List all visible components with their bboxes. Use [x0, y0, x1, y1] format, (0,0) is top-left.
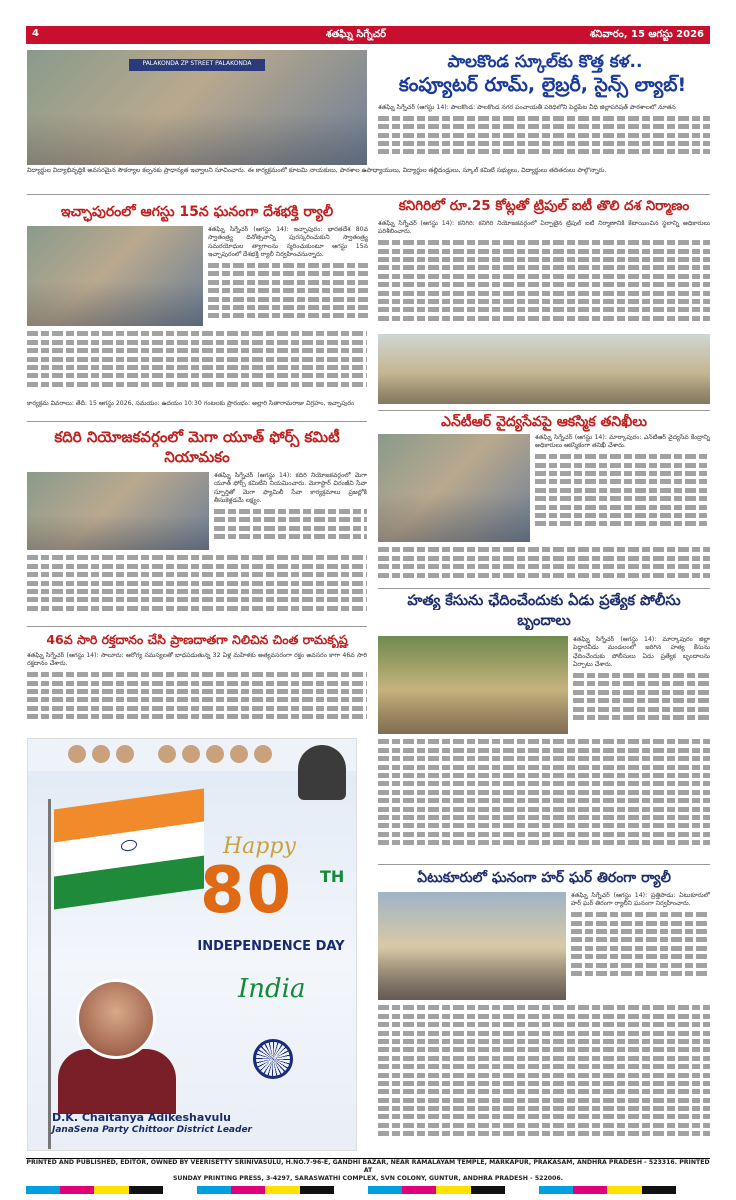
story8-title: ఏటుకూరులో ఘనంగా హర్ ఘర్ తిరంగా ర్యాలీ — [417, 870, 671, 886]
story7-title-line2: బృందాలు — [517, 613, 571, 629]
story7-body: శతఘ్ని సిగ్నేచర్ (ఆగస్టు 14): మార్కాపురం జిల్లా పెద్దారవీడు మండలంలో జరిగిన హత్య కేసును ఛేదించేందుకు పోలీసులు ఏడు ప్రత్యేక బృందాలను ఏర్పాటు చేశారు. — [573, 636, 710, 669]
story7-photo — [378, 636, 568, 734]
leader-photo — [158, 745, 176, 763]
ad-anniversary-suffix: TH — [320, 867, 345, 886]
party-leader-photo — [298, 745, 346, 800]
masthead: శతఘ్ని సిగ్నేచర్ — [326, 29, 387, 40]
page-number: 4 — [32, 28, 39, 39]
leader-photo — [206, 745, 224, 763]
story4-title-line2: నియామకం — [164, 448, 230, 466]
school-sign: PALAKONDA ZP STREET PALAKONDA — [129, 59, 265, 71]
story1-body — [378, 104, 710, 164]
story1-title-line2: కంప్యూటర్ రూమ్, లైబ్రరీ, సైన్స్ ల్యాబ్! — [398, 74, 687, 96]
story6-title: 46వ సారి రక్తదానం చేసి ప్రాణదాతగా నిలిచిన చింత రామకృష్ణ — [46, 632, 348, 647]
story2-footer: కార్యక్రమ వివరాలు: తేదీ: 15 ఆగస్టు 2026, సమయం: ఉదయం 10:30 గంటలకు ప్రారంభం: అల్లారి సీతారామరాజు విగ్రహం, ఇచ్ఛాపురం — [27, 400, 355, 407]
story1-photo — [27, 50, 367, 165]
story3-lead: శతఘ్ని సిగ్నేచర్ (ఆగస్టు 14): కనిగిరి: కనిగిరి నియోజకవర్గంలో ఏర్పాటైన ట్రిపుల్ ఐటీ నిర్మాణానికి కేటాయించిన స్థలాన్ని అధికారులు పరిశీలించారు. — [378, 220, 710, 236]
story1-lead: శతఘ్ని సిగ్నేచర్ (ఆగస్టు 14): పాలకొండ: పాలకొండ నగర పంచాయతీ పరిధిలోని పెద్దపేట వీధి జిల్లాపరిషత్ పాఠశాలలో నూతన — [378, 104, 676, 111]
story7-body-continued — [378, 736, 710, 858]
divider — [27, 421, 367, 422]
story2-body-continued — [27, 328, 367, 398]
ad-leader-name: D.K. Chaitanya Adikeshavulu — [52, 1111, 231, 1124]
leader-photo — [92, 745, 110, 763]
leader-photo — [116, 745, 134, 763]
story3-photo — [378, 334, 710, 404]
story7-title: హత్య కేసును ఛేదించేందుకు ఏడు ప్రత్యేక పోలీసు — [407, 593, 681, 609]
story5-body-continued — [378, 544, 710, 586]
story8-body: శతఘ్ని సిగ్నేచర్ (ఆగస్టు 14): ప్రత్తిపాడు: ఏటుకూరులో హర్ ఘర్ తిరంగా ర్యాలీని ఘనంగా నిర్వహించారు. — [571, 892, 710, 908]
imprint-line2: SUNDAY PRINTING PRESS, 3-4297, SARASWATHI COMPLEX, SVN COLONY, GUNTUR, ANDHRA PRADESH - 522006. — [172, 1175, 564, 1182]
story2-photo — [27, 226, 203, 326]
page-header-bar — [26, 26, 710, 44]
leader-photo — [68, 745, 86, 763]
story4-body-right — [214, 472, 367, 550]
story6-body: శతఘ్ని సిగ్నేచర్ (ఆగస్టు 14): సాలూరు: ఆరోగ్య సమస్యలతో బాధపడుతున్న 32 ఏళ్ల మహిళకు అత్యవసరంగా రక్తం అవసరం కాగా 46వ సారి రక్తదానం చేశారు. — [27, 652, 367, 668]
ad-headline: INDEPENDENCE DAY — [197, 939, 345, 954]
story2-title: ఇచ్ఛాపురంలో ఆగస్టు 15న ఘనంగా దేశభక్తి ర్యాలీ — [60, 204, 334, 220]
story5-body: శతఘ్ని సిగ్నేచర్ (ఆగస్టు 14): మార్కాపురం: ఎన్‌టీఆర్ వైద్యసేవ కేంద్రాన్ని అధికారులు ఆకస్మికంగా తనిఖీ చేశారు. — [535, 434, 710, 450]
ad-leader-role: JanaSena Party Chittoor District Leader — [52, 1125, 252, 1135]
story5-title: ఎన్‌టీఆర్ వైద్యసేవపై ఆకస్మిక తనిఖీలు — [441, 414, 647, 430]
leader-photo — [182, 745, 200, 763]
ad-country: India — [238, 974, 306, 1004]
story8-body-right — [571, 892, 710, 1000]
independence-day-ad — [27, 738, 357, 1151]
story3-body — [378, 220, 710, 328]
story2-body: శతఘ్ని సిగ్నేచర్ (ఆగస్టు 14): ఇచ్ఛాపురం: భారతదేశ 80వ స్వాతంత్ర్య దినోత్సవాన్ని పురస్కరించుకుని స్వాతంత్ర్య సమరయోధుల త్యాగాలను స్మరించుకుంటూ ఆగస్టు 15న ఇచ్ఛాపురంలో దేశభక్తి ర్యాలీ నిర్వహించనున్నారు. — [208, 226, 368, 259]
story6-body-block — [27, 652, 367, 728]
divider — [378, 410, 710, 411]
story5-body-right — [535, 434, 710, 542]
indian-flag-icon — [54, 788, 204, 909]
ad-anniversary-number: 80 — [200, 854, 294, 928]
color-registration-strip — [26, 1186, 710, 1194]
divider — [27, 194, 710, 195]
issue-date: శనివారం, 15 ఆగస్టు 2026 — [589, 29, 704, 40]
story4-body-continued — [27, 552, 367, 622]
ad-happy: Happy — [223, 834, 296, 859]
story4-body: శతఘ్ని సిగ్నేచర్ (ఆగస్టు 14): కదిరి నియోజకవర్గంలో మెగా యూత్ ఫోర్స్ కమిటీని నియమించారు. మెగాస్టార్ చిరంజీవి సేవా స్ఫూర్తితో మెగా ఫ్యామిలీ సేవా కార్యక్రమాలు ప్రజల్లోకి తీసుకెళ్లడమే లక్ష్యం. — [214, 472, 367, 505]
leader-portrait — [76, 979, 156, 1059]
story8-body-continued — [378, 1002, 710, 1152]
story7-body-right — [573, 636, 710, 734]
story2-body-right — [208, 226, 368, 326]
story4-title: కదిరి నియోజకవర్గంలో మెగా యూత్ ఫోర్స్ కమిటీ — [54, 428, 340, 446]
imprint-line1: PRINTED AND PUBLISHED, EDITOR, OWNED BY VEERISETTY SRINIVASULU, H.NO.7-96-E, GANDHI BAZAR, NEAR RAMALAYAM TEMPLE, MARKAPUR, PRAKASAM, ANDHRA PRADESH - 523316. PRINTED AT — [26, 1159, 710, 1174]
story1-title-line1: పాలకొండ స్కూల్‌కు కొత్త కళ.. — [447, 52, 643, 72]
divider — [378, 588, 710, 589]
story3-title: కనిగిరిలో రూ.25 కోట్లతో ట్రిపుల్ ఐటీ తొలి దశ నిర్మాణం — [398, 198, 690, 214]
story5-photo — [378, 434, 530, 542]
story1-caption: విద్యార్థుల విద్యాభివృద్ధికి అవసరమైన సౌకర్యాల కల్పనకు ప్రాధాన్యత ఇవ్వాలని సూచించారు. ఈ కార్యక్రమంలో కూటమి నాయకులు, పాఠశాల ఉపాధ్యాయులు, విద్యార్థుల తల్లిదండ్రులు, స్కూల్ కమిటీ సభ్యులు, విద్యార్థులు తదితరులు పాల్గొన్నారు. — [27, 167, 607, 174]
leader-photo — [254, 745, 272, 763]
ashoka-chakra-icon — [253, 1039, 293, 1079]
leader-photo — [230, 745, 248, 763]
divider — [27, 626, 367, 627]
flag-pole — [48, 799, 51, 1149]
imprint-footer — [26, 1158, 710, 1182]
story4-photo — [27, 472, 209, 550]
story8-photo — [378, 892, 566, 1000]
divider — [378, 864, 710, 865]
